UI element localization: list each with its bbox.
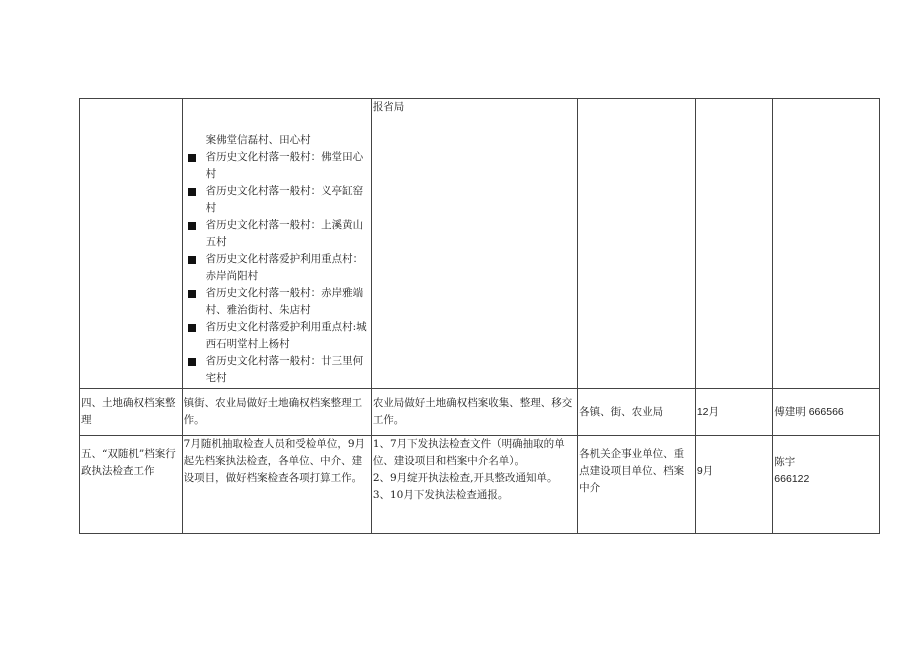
list-item: 省历史文化村落爱护利用重点村：赤岸尚阳村 <box>184 251 370 285</box>
bullet-square-icon <box>188 256 196 264</box>
contact-cell: 傅建明 666566 <box>773 389 880 436</box>
contact-cell <box>773 436 880 534</box>
list-item: 1、7月下发执法检查文件（明确抽取的单位、建设项目和档案中介名单）。 <box>372 438 565 467</box>
work-plan-table <box>79 98 880 534</box>
task-title-cell: 五、“双随机”档案行政执法检查工作 <box>80 436 183 534</box>
list-item: 案佛堂信磊村、田心村 <box>205 134 311 146</box>
steps-cell: 农业局做好土地确权档案收集、整理、移交工作。 <box>371 389 577 436</box>
task-title-cell: 四、土地确权档案整理 <box>80 389 183 436</box>
bullet-square-icon <box>188 290 196 298</box>
cell-empty <box>80 99 183 389</box>
contact-phone: 666122 <box>774 473 810 485</box>
list-item: 省历史文化村落一般村：上溪黄山五村 <box>184 217 370 251</box>
responsible-units-cell: 各镇、街、农业局 <box>578 389 696 436</box>
task-content-cell: 7月随机抽取检查人员和受检单位，9月起先档案执法检查，各单位、中介、建设项目，做好档案检查各项打算工作。 <box>182 436 371 534</box>
responsible-units-cell: 各机关企事业单位、重点建设项目单位、档案中介 <box>578 436 696 534</box>
cell-empty <box>578 99 696 389</box>
list-item: 2、9月绽开执法检查,开具整改通知单。 <box>372 472 558 484</box>
time-cell: 12月 <box>695 389 772 436</box>
list-item: 省历史文化村落一般村：义亭缸窑村 <box>184 183 370 217</box>
table-row <box>80 389 880 436</box>
table-row <box>80 99 880 389</box>
task-content-cell: 镇街、农业局做好土地确权档案整理工作。 <box>182 389 371 436</box>
list-item: 省历史文化村落一般村：廿三里何宅村 <box>184 353 370 387</box>
contact-name: 陈宇 <box>774 456 796 468</box>
list-item: 省历史文化村落一般村：佛堂田心村 <box>184 149 370 183</box>
steps-cell <box>371 436 577 534</box>
bullet-square-icon <box>188 188 196 196</box>
village-list-cell <box>182 99 371 389</box>
bullet-square-icon <box>188 222 196 230</box>
list-item: 省历史文化村落一般村：赤岸雅端村、雅治街村、朱店村 <box>184 285 370 319</box>
bullet-square-icon <box>188 358 196 366</box>
list-item: 省历史文化村落爱护利用重点村:城西石明堂村上杨村 <box>184 319 370 353</box>
cell-empty <box>695 99 772 389</box>
bullet-square-icon <box>188 154 196 162</box>
time-cell: 9月 <box>695 436 772 534</box>
steps-cell: 报省局 <box>371 99 577 389</box>
list-item: 3、10月下发执法检查通报。 <box>372 489 509 501</box>
cell-empty <box>773 99 880 389</box>
table-row <box>80 436 880 534</box>
bullet-square-icon <box>188 324 196 332</box>
